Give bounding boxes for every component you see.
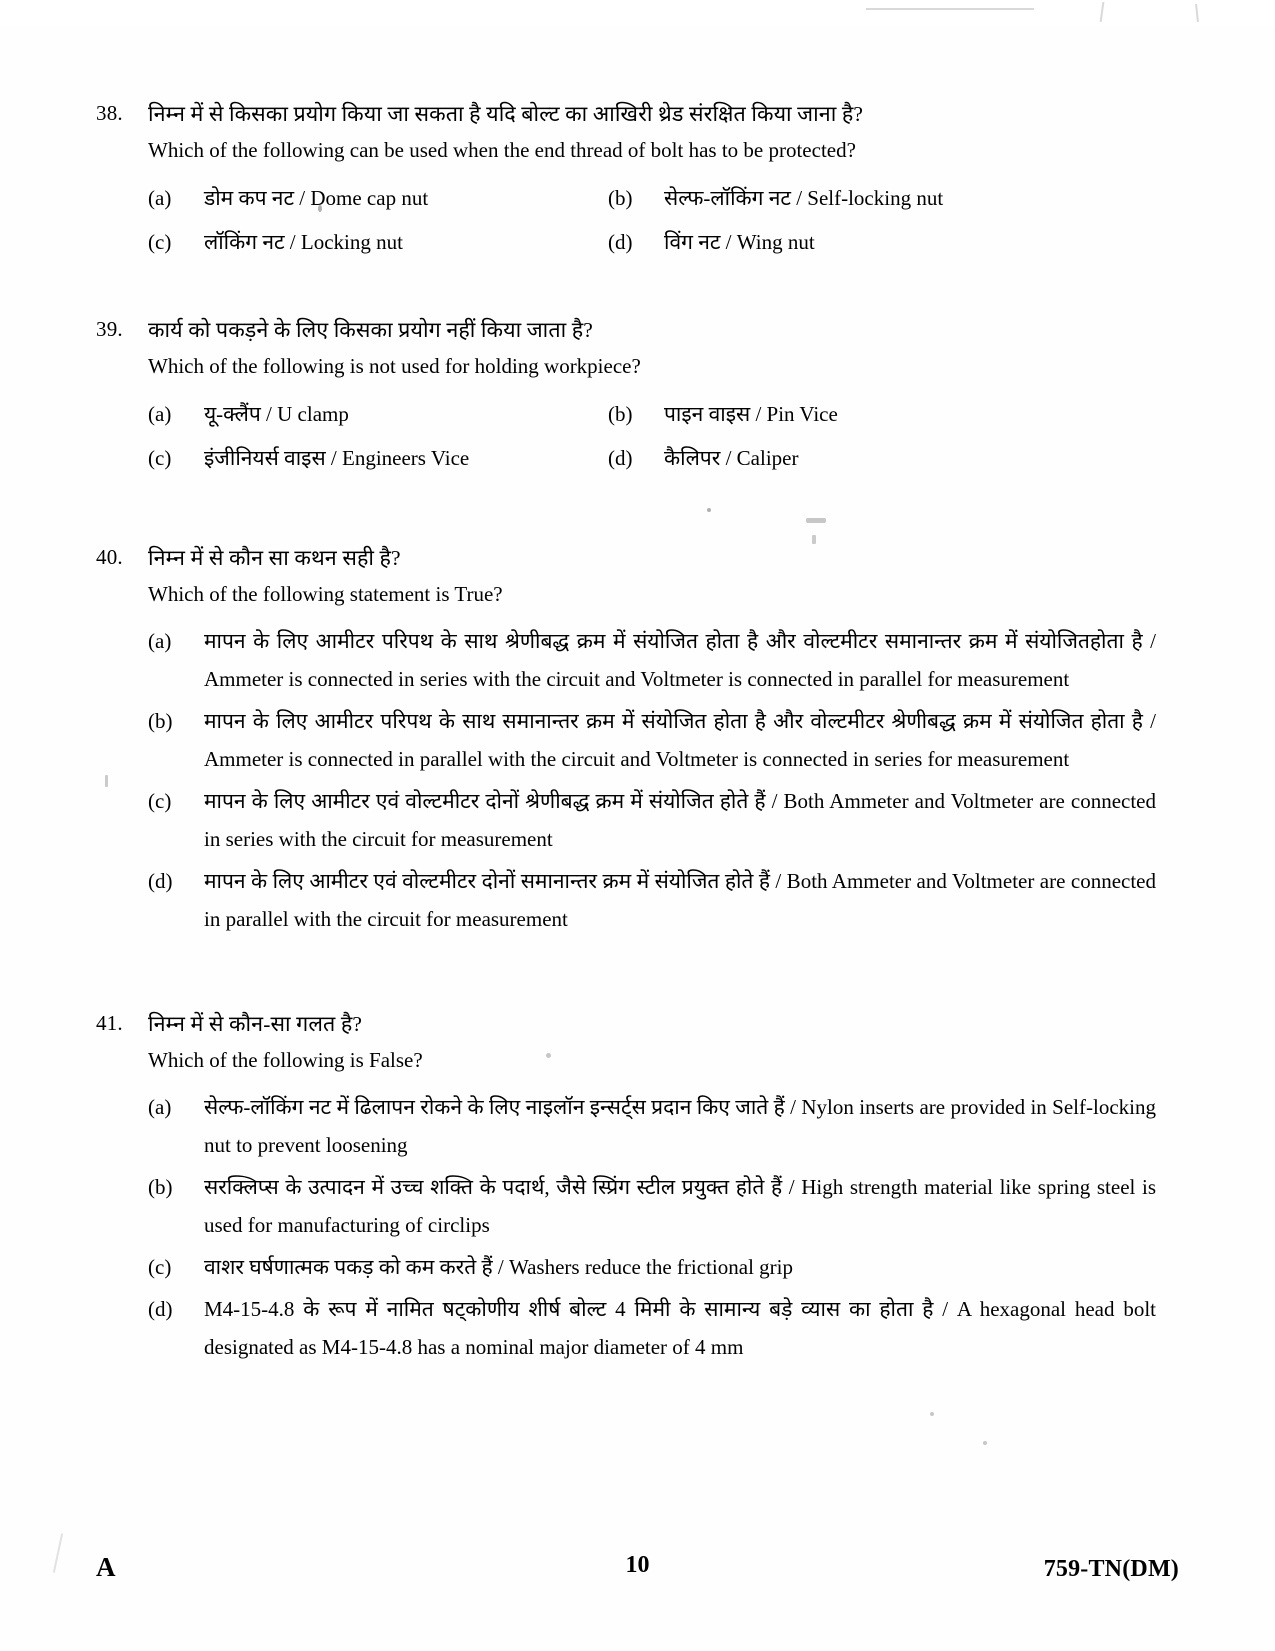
option-a[interactable] (148, 1088, 1156, 1164)
option-label: (a) (148, 402, 172, 426)
option-text: मापन के लिए आमीटर एवं वोल्टमीटर दोनों समानान्तर क्रम में संयोजित होते हैं / Both Ammeter and Voltmeter are connected in parallel with the circuit for measurement (204, 869, 1156, 931)
option-text: लॉकिंग नट / Locking nut (204, 230, 403, 254)
option-a[interactable] (148, 622, 1156, 698)
option-text: सेल्फ-लॉकिंग नट / Self-locking nut (664, 186, 944, 210)
question-39 (96, 312, 1156, 476)
option-d[interactable] (148, 1290, 1156, 1366)
scan-top-edge (0, 0, 1275, 26)
option-c[interactable] (148, 1248, 1156, 1286)
option-label: (d) (148, 1297, 173, 1321)
option-text: यू-क्लैंप / U clamp (204, 402, 349, 426)
option-a[interactable] (148, 180, 608, 216)
scan-speck (930, 1412, 934, 1416)
question-text-english: Which of the following is not used for holding workpiece? (148, 354, 641, 378)
option-label: (c) (148, 230, 172, 254)
option-label: (a) (148, 1095, 172, 1119)
option-d[interactable] (148, 862, 1156, 938)
paper-code: 759-TN(DM) (1043, 1556, 1179, 1582)
question-number: 39. (96, 317, 123, 341)
question-body (148, 312, 1156, 476)
option-b[interactable] (148, 702, 1156, 778)
question-number: 38. (96, 101, 123, 125)
option-label: (b) (608, 186, 633, 210)
question-40 (96, 540, 1156, 942)
option-label: (d) (608, 446, 633, 470)
option-label: (c) (148, 1255, 172, 1279)
page-number: 10 (625, 1552, 650, 1578)
option-label: (b) (148, 1175, 173, 1199)
option-text: सरक्लिप्स के उत्पादन में उच्च शक्ति के पदार्थ, जैसे स्प्रिंग स्टील प्रयुक्त होते हैं / High strength material like spring steel is used for manufacturing of circlips (204, 1175, 1156, 1237)
option-label: (c) (148, 789, 172, 813)
question-text-english: Which of the following is False? (148, 1048, 423, 1072)
question-41 (96, 1006, 1156, 1370)
option-c[interactable] (148, 782, 1156, 858)
option-text: पाइन वाइस / Pin Vice (664, 402, 838, 426)
question-text-hindi: निम्न में से कौन सा कथन सही है? (148, 546, 401, 570)
option-label: (b) (148, 709, 173, 733)
page-footer (96, 1552, 1179, 1583)
option-text: M4-15-4.8 के रूप में नामित षट्कोणीय शीर्ष बोल्ट 4 मिमी के सामान्य बड़े व्यास का होता है / A hexagonal head bolt designated as M4-15-4.8 has a nominal major diameter of 4 mm (204, 1297, 1156, 1359)
option-b[interactable] (148, 1168, 1156, 1244)
question-spacer (96, 476, 1156, 540)
option-b[interactable] (608, 396, 1156, 432)
question-text-hindi: कार्य को पकड़ने के लिए किसका प्रयोग नहीं किया जाता है? (148, 318, 593, 342)
question-body (148, 96, 1156, 260)
option-label: (a) (148, 186, 172, 210)
option-text: डोम कप नट / Dome cap nut (204, 186, 429, 210)
questions-container (96, 96, 1156, 1370)
options-list (148, 396, 1156, 476)
option-text: मापन के लिए आमीटर एवं वोल्टमीटर दोनों श्रेणीबद्ध क्रम में संयोजित होते हैं / Both Ammeter and Voltmeter are connected in series with the circuit for measurement (204, 789, 1156, 851)
options-list (148, 1088, 1156, 1366)
option-text: कैलिपर / Caliper (664, 446, 799, 470)
option-text: वाशर घर्षणात्मक पकड़ को कम करते हैं / Washers reduce the frictional grip (204, 1255, 793, 1279)
option-label: (d) (608, 230, 633, 254)
option-c[interactable] (148, 440, 608, 476)
option-label: (a) (148, 629, 172, 653)
question-number: 40. (96, 545, 123, 569)
option-label: (d) (148, 869, 173, 893)
question-spacer (96, 942, 1156, 1006)
scan-artifact (53, 1533, 63, 1573)
question-text-english: Which of the following statement is True? (148, 582, 503, 606)
option-c[interactable] (148, 224, 608, 260)
question-number: 41. (96, 1011, 123, 1035)
question-text-hindi: निम्न में से कौन-सा गलत है? (148, 1012, 363, 1036)
option-label: (c) (148, 446, 172, 470)
option-d[interactable] (608, 440, 1156, 476)
option-b[interactable] (608, 180, 1156, 216)
booklet-series: A (96, 1552, 116, 1582)
option-text: सेल्फ-लॉकिंग नट में ढिलापन रोकने के लिए नाइलॉन इन्सर्ट्स प्रदान किए जाते हैं / Nylon inserts are provided in Self-locking nut to prevent loosening (204, 1095, 1156, 1157)
option-text: मापन के लिए आमीटर परिपथ के साथ श्रेणीबद्ध क्रम में संयोजित होता है और वोल्टमीटर समानान्तर क्रम में संयोजितहोता है / Ammeter is connected in series with the circuit and Voltmeter is connected in parallel for measurement (204, 629, 1156, 691)
options-list (148, 180, 1156, 260)
option-d[interactable] (608, 224, 1156, 260)
question-spacer (96, 260, 1156, 312)
question-text-hindi: निम्न में से किसका प्रयोग किया जा सकता है यदि बोल्ट का आखिरी थ्रेड संरक्षित किया जाना है? (148, 102, 864, 126)
option-text: इंजीनियर्स वाइस / Engineers Vice (204, 446, 470, 470)
question-text-english: Which of the following can be used when the end thread of bolt has to be protected? (148, 138, 856, 162)
options-list (148, 622, 1156, 938)
scan-artifact (866, 8, 1034, 10)
question-38 (96, 96, 1156, 260)
question-body (148, 1006, 1156, 1370)
scan-speck (983, 1441, 987, 1445)
option-text: मापन के लिए आमीटर परिपथ के साथ समानान्तर क्रम में संयोजित होता है और वोल्टमीटर श्रेणीबद्ध क्रम में संयोजित होता है / Ammeter is connected in parallel with the circuit and Voltmeter is connected in series for measurement (204, 709, 1156, 771)
question-body (148, 540, 1156, 942)
option-a[interactable] (148, 396, 608, 432)
option-text: विंग नट / Wing nut (664, 230, 815, 254)
option-label: (b) (608, 402, 633, 426)
